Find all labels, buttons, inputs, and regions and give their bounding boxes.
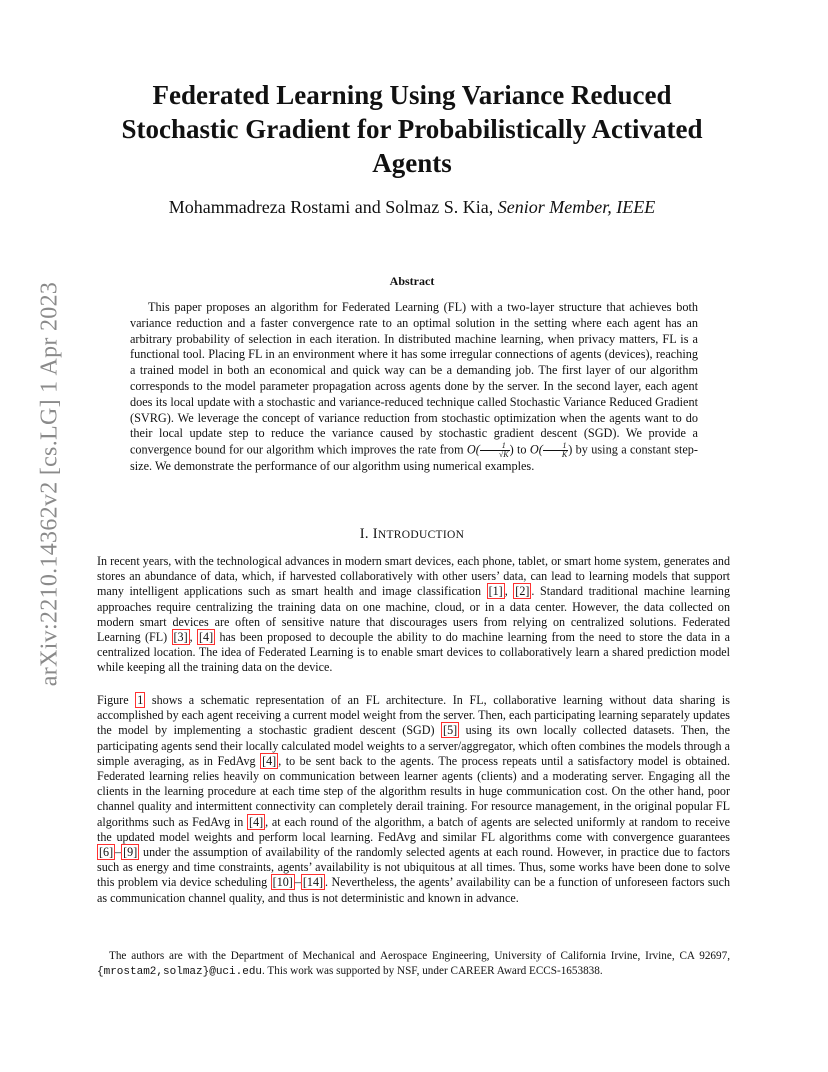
abstract-text-a: This paper proposes an algorithm for Federated Learning (FL) with a two-layer structure that achieves both variance reduction and a faster convergence rate to an optimal solution in the setting where each agent has an arbitrary probability of selection in each iteration. In distributed machine learning, when privacy matters, FL is a functional tool. Placing FL in an environment where it has some irregular connections of agents (devices), reaching a trained model in both an economical and quick way can be a demanding job. The first layer of our algorithm corresponds to the model parameter propagation across agents done by the server. In the second layer, each agent does its local update with a stochastic and variance-reduced technique called Stochastic Variance Reduced Gradient (SVRG). We leverage the concept of variance reduction from stochastic optimization when the agents want to do their local update step to reduce the variance caused by stochastic gradient descent (SGD). We provide a convergence bound for our algorithm which improves the rate from (130, 300, 698, 457)
rate-from-fraction (480, 442, 510, 459)
text-run: . Nevertheless, the agents’ availability can be a function of unforeseen factors such as communication channel quality, and thus is not deterministic and known in advance. (97, 875, 730, 905)
text-run: – (115, 845, 122, 860)
citation-link[interactable]: [14] (302, 875, 324, 890)
section-numeral: I. (359, 526, 373, 542)
text-run: has been proposed to decouple the ability to do machine learning from the need to store the data in a centralized location. The idea of Federated Learning is to enable smart devices to collaboratively learn a shared prediction model while keeping all the training data on the device. (97, 630, 730, 675)
section-first-letter: I (372, 526, 378, 542)
rate-to-o: O( (529, 442, 543, 457)
abstract-text-b: by using a constant step-size. We demonstrate the performance of our algorithm using numerical examples. (130, 442, 699, 474)
rate-to-denominator: K (561, 450, 568, 460)
text-run: , (504, 584, 514, 599)
abstract-body (130, 300, 698, 475)
author-line (92, 196, 732, 218)
rate-from-close: ) (509, 442, 514, 457)
figure-reference-link[interactable]: 1 (137, 693, 144, 707)
rate-from-denominator: √K (498, 450, 509, 460)
citation-link[interactable]: [4] (199, 630, 214, 645)
citation-link[interactable]: [10] (272, 875, 293, 890)
author-emails: {mrostam2,solmaz}@uci.edu (97, 965, 263, 978)
text-run: under the assumption of availability of the randomly selected agents at each round. However, in practice due to factors such as energy and time constraints, agents’ availability is not ubiquitous at all times. Thus, some works have been done to solve this problem via device scheduling (97, 845, 730, 890)
text-run: . This work was supported by NSF, under CAREER Award ECCS-1653838. (262, 964, 603, 977)
arxiv-identifier-stamp: arXiv:2210.14362v2 [cs.LG] 1 Apr 2023 (36, 281, 63, 687)
citation-link[interactable]: [4] (249, 814, 264, 829)
text-run: – (294, 875, 301, 890)
text-run: shows a schematic representation of an FL architecture. In FL, collaborative learning without data sharing is accomplished by each agent receiving a current model weight from the server. Then, each participating learning separately updates the model by implementing a stochastic gradient descent (SGD) (97, 693, 730, 738)
citation-link[interactable]: [6] (99, 845, 114, 860)
title-line-2: Stochastic Gradient for Probabilistically Activated (121, 114, 703, 144)
rate-to-word: to (513, 442, 530, 457)
citation-link[interactable]: [1] (488, 584, 503, 599)
text-run: using its own locally collected datasets. Then, the participating agents send their locally calculated model weights to a server/aggregator, which often combines the models through a simple averaging, as in FedAvg (97, 723, 730, 768)
rate-from-numerator: 1 (480, 442, 510, 451)
rate-from-o: O( (466, 442, 480, 457)
text-run: , to be sent back to the agents. The process repeats until a satisfactory model is obtained. Federated learning relies heavily on communication between learner agents (clients) and a moderating server. Engaging all the clients in the learning procedure at each time step of the algorithm results in huge communication cost. On the other hand, poor channel quality and intermittent connectivity can completely derail training. For resource management, in the original popular FL algorithms such as FedAvg in (97, 753, 730, 829)
abstract-heading: Abstract (389, 274, 435, 288)
text-run: , (189, 630, 198, 645)
rate-to-numerator: 1 (543, 442, 568, 451)
author-role: Senior Member, IEEE (497, 197, 656, 217)
citation-link[interactable]: [5] (443, 723, 458, 738)
introduction-paragraph-1 (97, 554, 730, 676)
citation-link[interactable]: [3] (173, 630, 188, 645)
introduction-paragraph-2 (97, 693, 730, 906)
text-run: The authors are with the Department of Mechanical and Aerospace Engineering, University of California Irvine, Irvine, CA 92697, (109, 950, 730, 962)
author-affiliation-footnote (97, 949, 730, 979)
citation-link[interactable]: [9] (123, 845, 138, 860)
text-run: Figure (97, 693, 136, 707)
author-names: Mohammadreza Rostami and Solmaz S. Kia, (168, 197, 498, 217)
text-run: . Standard traditional machine learning approaches require centralizing the training data on one machine, cloud, or in a data center. However, the data collected on modern smart devices are often of sensitive nature that discourages users from relying on centralized solutions. Federated Learning (FL) (97, 584, 731, 645)
rate-to-close: ) (568, 442, 573, 457)
title-line-3: Agents (372, 148, 452, 178)
rate-to-fraction (543, 442, 568, 459)
section-rest: NTRODUCTION (377, 529, 465, 541)
title-line-1: Federated Learning Using Variance Reduced (152, 80, 672, 110)
citation-link[interactable]: [4] (262, 753, 277, 768)
paper-title (92, 78, 732, 180)
citation-link[interactable]: [2] (515, 584, 530, 599)
text-run: In recent years, with the technological advances in modern smart devices, each phone, tablet, or smart home system, generates and stores an abundance of data, which, if harvested collaboratively with other users’ data, can lead to learning models that support many intelligent applications such as smart health and image classification (97, 554, 730, 599)
section-heading-introduction (92, 526, 732, 543)
text-run: , at each round of the algorithm, a batch of agents are selected uniformly at random to receive the updated model weights and perform local learning. FedAvg and similar FL algorithms come with convergence guarantees (97, 814, 730, 844)
